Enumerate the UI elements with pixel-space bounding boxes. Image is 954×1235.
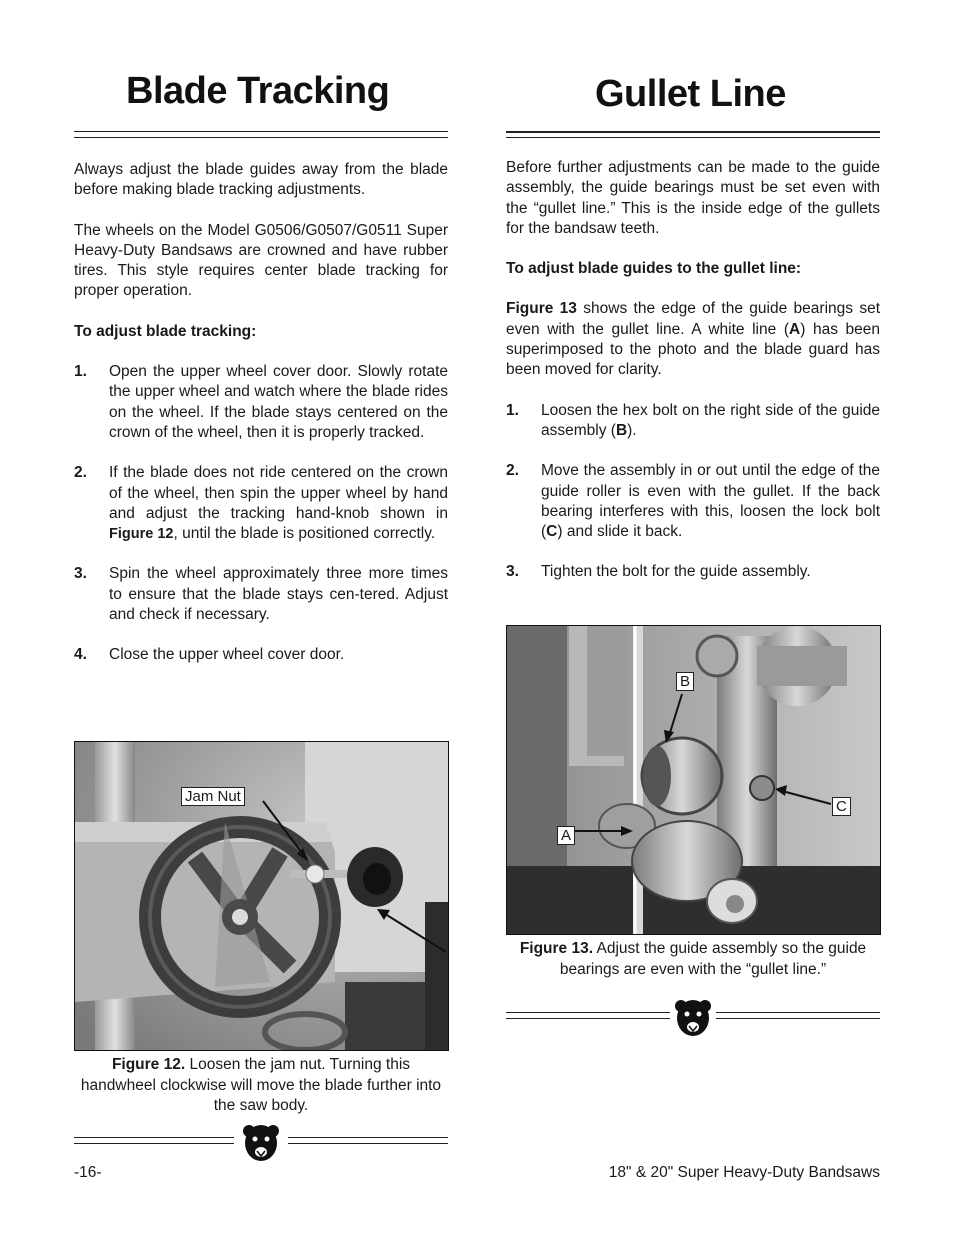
intro-paragraph-2: The wheels on the Model G0506/G0507/G0511 Super Heavy-Duty Bandsaws are crowned and have rubber tires. This style requires center blade tracking for proper operation. [74, 221, 448, 300]
gullet-procedure-heading: To adjust blade guides to the gullet line: [506, 260, 802, 278]
rule-segment [288, 1137, 448, 1144]
intro-paragraph-1: Always adjust the blade guides away from the blade before making blade tracking adjustments. [74, 161, 448, 199]
step-text: Close the upper wheel cover door. [109, 646, 345, 664]
procedure-heading: To adjust blade tracking: [74, 322, 257, 340]
right-section-end-rule [506, 998, 880, 1038]
step-text: Tighten the bolt for the guide assembly. [541, 563, 811, 581]
gullet-step-1 [506, 401, 880, 442]
figure-reference: Figure 12 [109, 526, 174, 543]
bear-logo-icon [673, 998, 713, 1038]
callout-a: A [557, 826, 575, 845]
step-number: 3. [74, 565, 87, 583]
figure-12-photo [74, 741, 449, 1051]
callout-letter: B [615, 421, 628, 439]
figure-reference: Figure 13 [506, 300, 577, 318]
step-3 [74, 564, 448, 625]
gullet-step-2 [506, 461, 880, 542]
left-body [74, 160, 448, 666]
step-number: 2. [506, 462, 519, 480]
rule-segment [716, 1012, 880, 1019]
step-text: ) and slide it back. [557, 523, 683, 541]
callout-letter: A [789, 320, 801, 338]
step-number: 1. [74, 363, 87, 381]
gullet-intro-paragraph: Before further adjustments can be made to the guide assembly, the guide bearings must be set even with the “gullet line.” This is the inside edge of the gullets for the bandsaw teeth. [506, 159, 880, 237]
step-1 [74, 362, 448, 443]
figure-13-label: Figure 13. [519, 940, 594, 957]
left-title: Blade Tracking [126, 70, 390, 112]
figure-13-caption [506, 939, 880, 980]
step-text: Move the assembly in or out until the edge of the guide roller is even with the gullet. If the back bearing interferes with this, loosen the lock bolt ( [541, 462, 880, 541]
footer-product-name: 18" & 20" Super Heavy-Duty Bandsaws [608, 1164, 880, 1181]
handwheel-photo-illustration [75, 742, 449, 1051]
callout-c: C [832, 797, 851, 816]
step-number: 3. [506, 563, 519, 581]
step-text: ). [627, 421, 637, 439]
figure-13-photo [506, 625, 881, 935]
step-text: , until the blade is positioned correctly. [173, 525, 436, 543]
rule-segment [74, 1137, 234, 1144]
gullet-step-3 [506, 562, 880, 582]
figure-13-caption-text: Adjust the guide assembly so the guide bearings are even with the “gullet line.” [559, 940, 867, 978]
rule-segment [506, 1012, 670, 1019]
jam-nut-callout: Jam Nut [181, 787, 245, 806]
right-title-rule [506, 131, 880, 138]
paragraph-text: shows the edge of the guide bearings set even with the gullet line. A white line ( [506, 300, 880, 338]
left-section-end-rule [74, 1123, 448, 1163]
bear-logo-icon [241, 1123, 281, 1163]
step-text: Open the upper wheel cover door. Slowly rotate the upper wheel and watch where the blade rides on the wheel. If the blade stays centered on the crown of the wheel, then it is properly tracked. [109, 363, 448, 441]
figure-12-caption [74, 1055, 448, 1117]
step-number: 4. [74, 646, 87, 664]
step-text: If the blade does not ride centered on the crown of the wheel, then spin the upper wheel by hand and adjust the tracking hand-knob shown in [109, 464, 448, 522]
figure-12-caption-text: Loosen the jam nut. Turning this handwheel clockwise will move the blade further into the saw body. [80, 1056, 442, 1114]
step-2 [74, 463, 448, 544]
right-body [506, 158, 880, 583]
paragraph-text: ) has been superimposed to the photo and the blade guard has been moved for clarity. [506, 320, 881, 379]
callout-letter: C [546, 523, 558, 541]
step-text: Spin the wheel approximately three more times to ensure that the blade stays cen-tered. Adjust and check if necessary. [109, 565, 448, 624]
step-number: 1. [506, 401, 519, 419]
step-number: 2. [74, 464, 87, 482]
page-number: -16- [74, 1164, 102, 1181]
figure-13-reference-paragraph [506, 299, 880, 380]
right-title: Gullet Line [595, 73, 786, 115]
left-title-rule [74, 131, 448, 138]
figure-12-label: Figure 12. [111, 1056, 186, 1073]
step-4 [74, 645, 448, 665]
step-text: Loosen the hex bolt on the right side of the guide assembly ( [541, 401, 880, 439]
callout-b: B [676, 672, 694, 691]
